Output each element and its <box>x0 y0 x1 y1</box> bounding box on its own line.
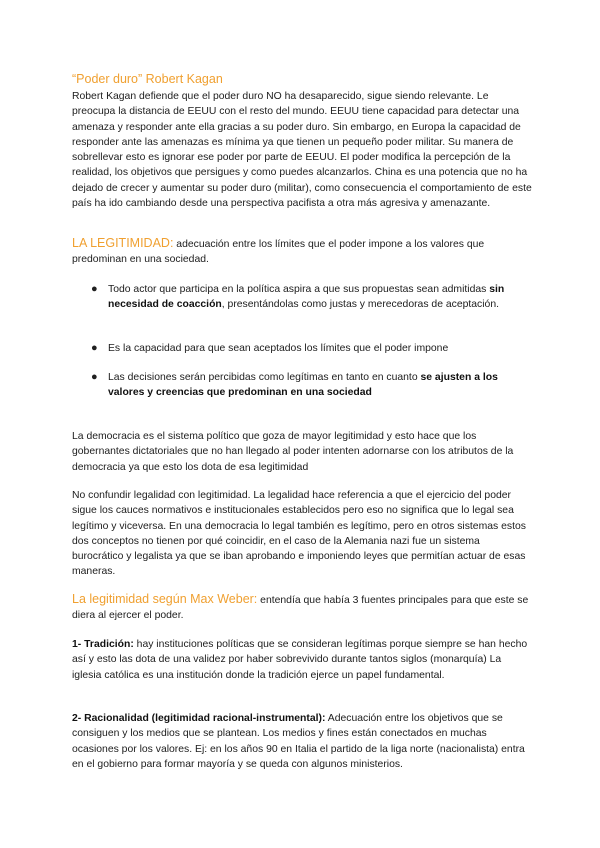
democracia-paragraph: La democracia es el sistema político que goza de mayor legitimidad y esto hace que los gobernantes dictatoriales que no han llegado al poder intenten adornarse con los atributos de la democracia ya que esto los dota de esa legitimidad <box>72 431 514 473</box>
tradicion-text: hay instituciones políticas que se consideran legítimas porque siempre se han hecho así y esto las dota de una validez por haber sobrevivido durante tantos siglos (monarquía) La iglesia católica es una institución donde la tradición ejerce un papel fundamental. <box>72 639 528 681</box>
kagan-title: “Poder duro” Robert Kagan <box>72 72 223 86</box>
legitimidad-definition-text: adecuación entre los límites que el poder impone a los valores que predominan en una sociedad. <box>72 239 485 266</box>
weber-heading: La legitimidad según Max Weber: <box>72 592 258 606</box>
legitimidad-heading: LA LEGITIMIDAD: <box>72 236 174 250</box>
racionalidad-label: 2- Racionalidad (legitimidad racional-instrumental): <box>72 713 326 724</box>
tradicion-label: 1- Tradición: <box>72 639 134 650</box>
weber-item-racionalidad <box>72 711 532 772</box>
weber-intro <box>72 592 532 624</box>
bullet-item-3: ● Las decisiones serán percibidas como legítimas en tanto en cuanto se ajusten a los valores y creencias que predominan en una sociedad <box>91 371 498 399</box>
bullet-dot-icon: ● <box>91 342 98 354</box>
kagan-section <box>72 72 532 211</box>
legalidad-paragraph: No confundir legalidad con legitimidad. La legalidad hace referencia a que el ejercicio del poder sigue los cauces normativos e institucionales establecidos pero eso no significa que lo legal sea legítimo y viceversa. En una democracia lo legal también es legítimo, pero en otros sistemas estos dos conceptos no tienen por qué coincidir, en el caso de la Alemania nazi fue un sistema burocrático y legalista ya que se iban aprobando e imponiendo leyes que permitían actuar de esas maneras. <box>72 490 526 578</box>
legitimidad-definition <box>72 236 532 268</box>
weber-intro-text: entendía que había 3 fuentes principales para que este se diera al ejercer el poder. <box>72 595 529 622</box>
bullet-dot-icon: ● <box>91 283 98 295</box>
bullet-dot-icon: ● <box>91 371 98 383</box>
weber-item-tradicion <box>72 637 532 683</box>
kagan-paragraph: Robert Kagan defiende que el poder duro NO ha desaparecido, sigue siendo relevante. Le preocupa la distancia de EEUU con el resto del mundo. EEUU tiene capacidad para detectar una amenaza y responder ante ella gracias a su poder duro. Sin embargo, en Europa la capacidad de responder ante las amenazas es mínima ya que tienen un pequeño poder militar. Su manera de sobrellevar esto es ignorar ese poder por parte de EEUU. El poder modifica la percepción de la realidad, los objetivos que persigues y como puedes alcanzarlos. China es una potencia que no ha dejado de crecer y aumentar su poder duro (militar), como consecuencia el comportamiento de este país ha ido cambiando desde una perspectiva pacifista a otra más agresiva y amenazante. <box>72 91 532 210</box>
racionalidad-text: Adecuación entre los objetivos que se consiguen y los medios que se plantean. Los medios y fines están conectados en muchas ocasiones por los valores. Ej: en los años 90 en Italia el partido de la liga norte (nacionalista) entra en el gobierno para formar mayoría y se queda con algunos ministerios. <box>72 713 525 770</box>
bullet-item-1: ● Todo actor que participa en la política aspira a que sus propuestas sean admitidas sin necesidad de coacción, presentándolas como justas y merecedoras de aceptación. <box>91 283 505 311</box>
bullet-item-2: ● Es la capacidad para que sean aceptados los límites que el poder impone <box>108 341 528 356</box>
